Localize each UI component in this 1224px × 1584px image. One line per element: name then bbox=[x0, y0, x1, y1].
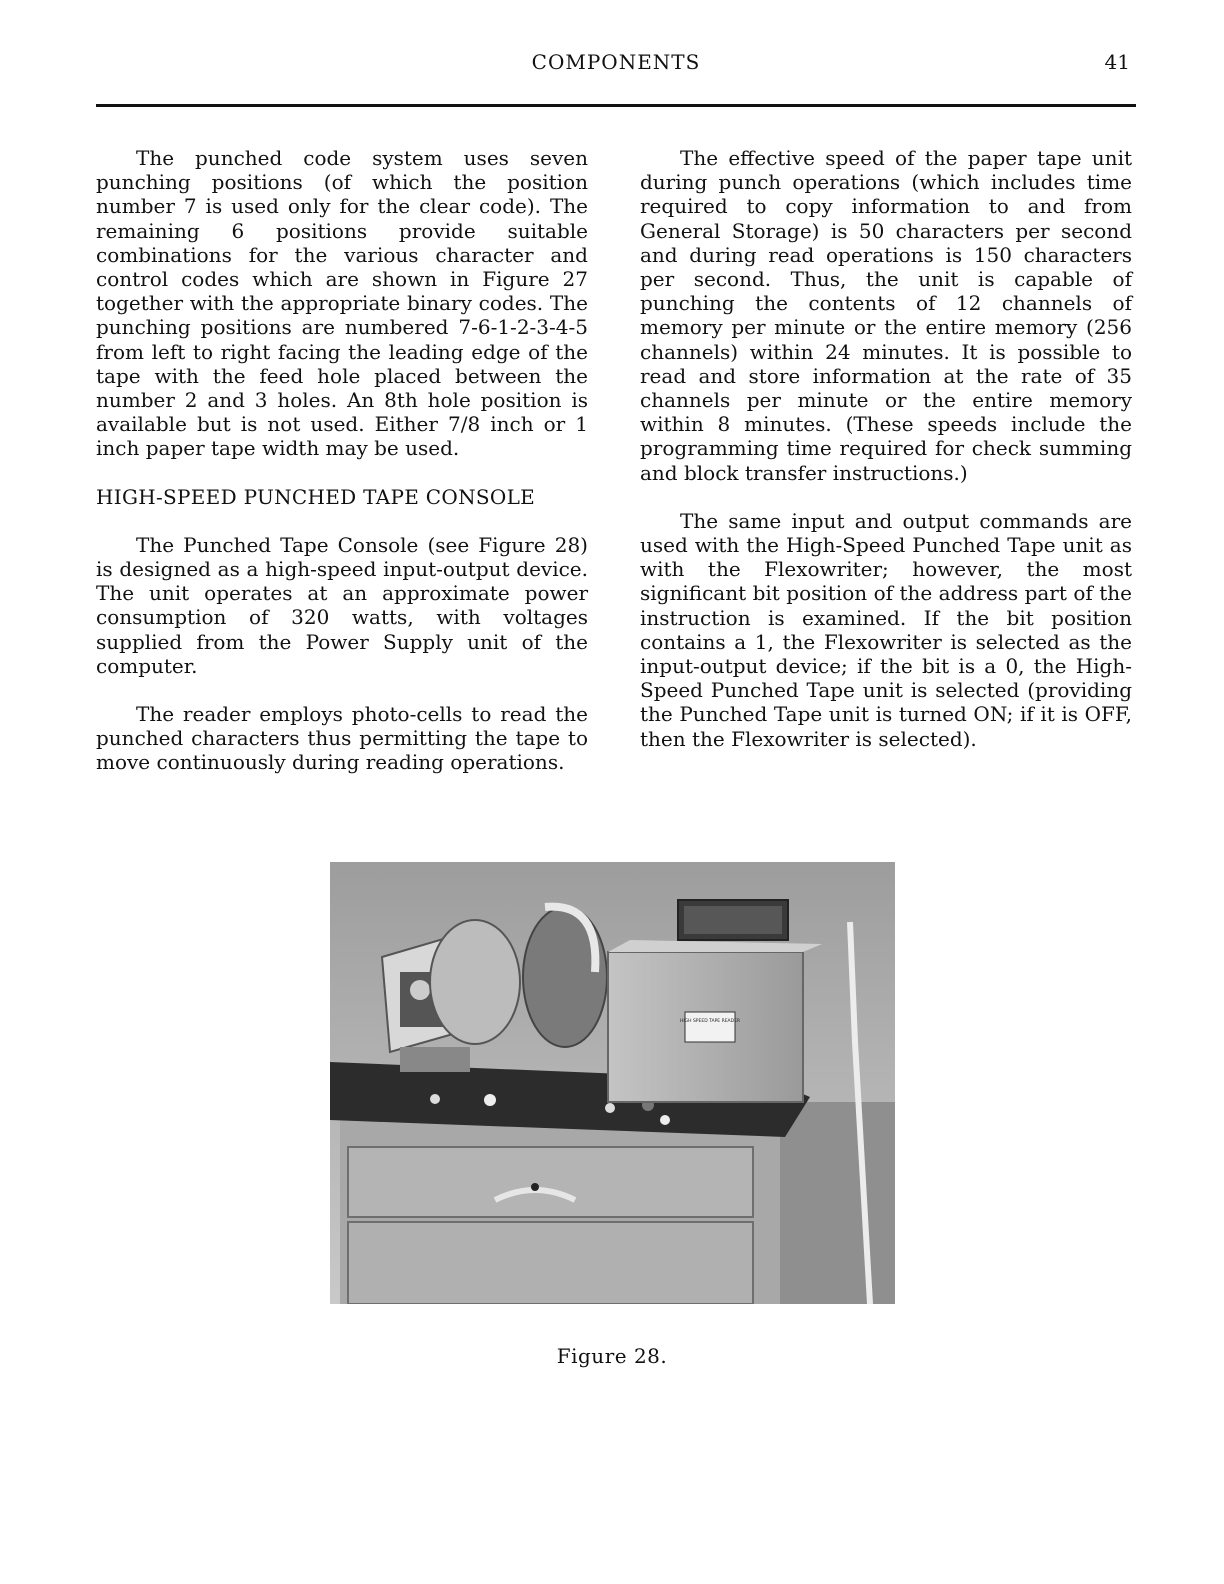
paragraph-punched-code: The punched code system uses seven punching positions (of which the position number 7 is used only for the clear code). The remaining 6 positions provide suitable combinations for the various character and control codes which are shown in Figure 27 together with the appropriate binary codes. The punching positions are numbered 7-6-1-2-3-4-5 from left to right facing the leading edge of the tape with the feed hole placed between the number 2 and 3 holes. An 8th hole position is available but is not used. Either 7/8 inch or 1 inch paper tape width may be used. bbox=[96, 146, 588, 461]
left-column bbox=[96, 146, 588, 799]
figure-28-photo bbox=[330, 862, 895, 1304]
page-title: COMPONENTS bbox=[531, 50, 701, 74]
tape-console-illustration bbox=[330, 862, 895, 1304]
paragraph-reader-photocells: The reader employs photo-cells to read the punched characters thus permitting the tape to move continuously during reading operations. bbox=[96, 702, 588, 775]
section-heading: HIGH-SPEED PUNCHED TAPE CONSOLE bbox=[96, 484, 536, 509]
figure-caption: Figure 28. bbox=[556, 1344, 668, 1368]
device-label-text: HIGH SPEED TAPE READER bbox=[679, 1019, 741, 1024]
paragraph-effective-speed: The effective speed of the paper tape unit during punch operations (which includes time required to copy information to and from General Storage) is 50 characters per second and during read operations is 150 characters per second. Thus, the unit is capable of punching the contents of 12 channels of memory per minute or the entire memory (256 channels) within 24 minutes. It is possible to read and store information at the rate of 35 channels per minute or the entire memory within 8 minutes. (These speeds include the programming time required for check summing and block transfer instructions.) bbox=[640, 146, 1132, 485]
paragraph-io-commands: The same input and output commands are used with the High-Speed Punched Tape unit as with the Flexowriter; however, the most significant bit position of the address part of the instruction is examined. If the bit position contains a 1, the Flexowriter is selected as the input-output device; if the bit is a 0, the High-Speed Punched Tape unit is selected (providing the Punched Tape unit is turned ON; if it is OFF, then the Flexowriter is selected). bbox=[640, 508, 1132, 751]
right-column bbox=[640, 146, 1132, 775]
page-header bbox=[96, 48, 1136, 107]
paragraph-console-description: The Punched Tape Console (see Figure 28) is designed as a high-speed input-output device. The unit operates at an approximate power consumption of 320 watts, with voltages supplied from the Power Supply unit of the computer. bbox=[96, 532, 588, 678]
page-number: 41 bbox=[1104, 50, 1130, 74]
